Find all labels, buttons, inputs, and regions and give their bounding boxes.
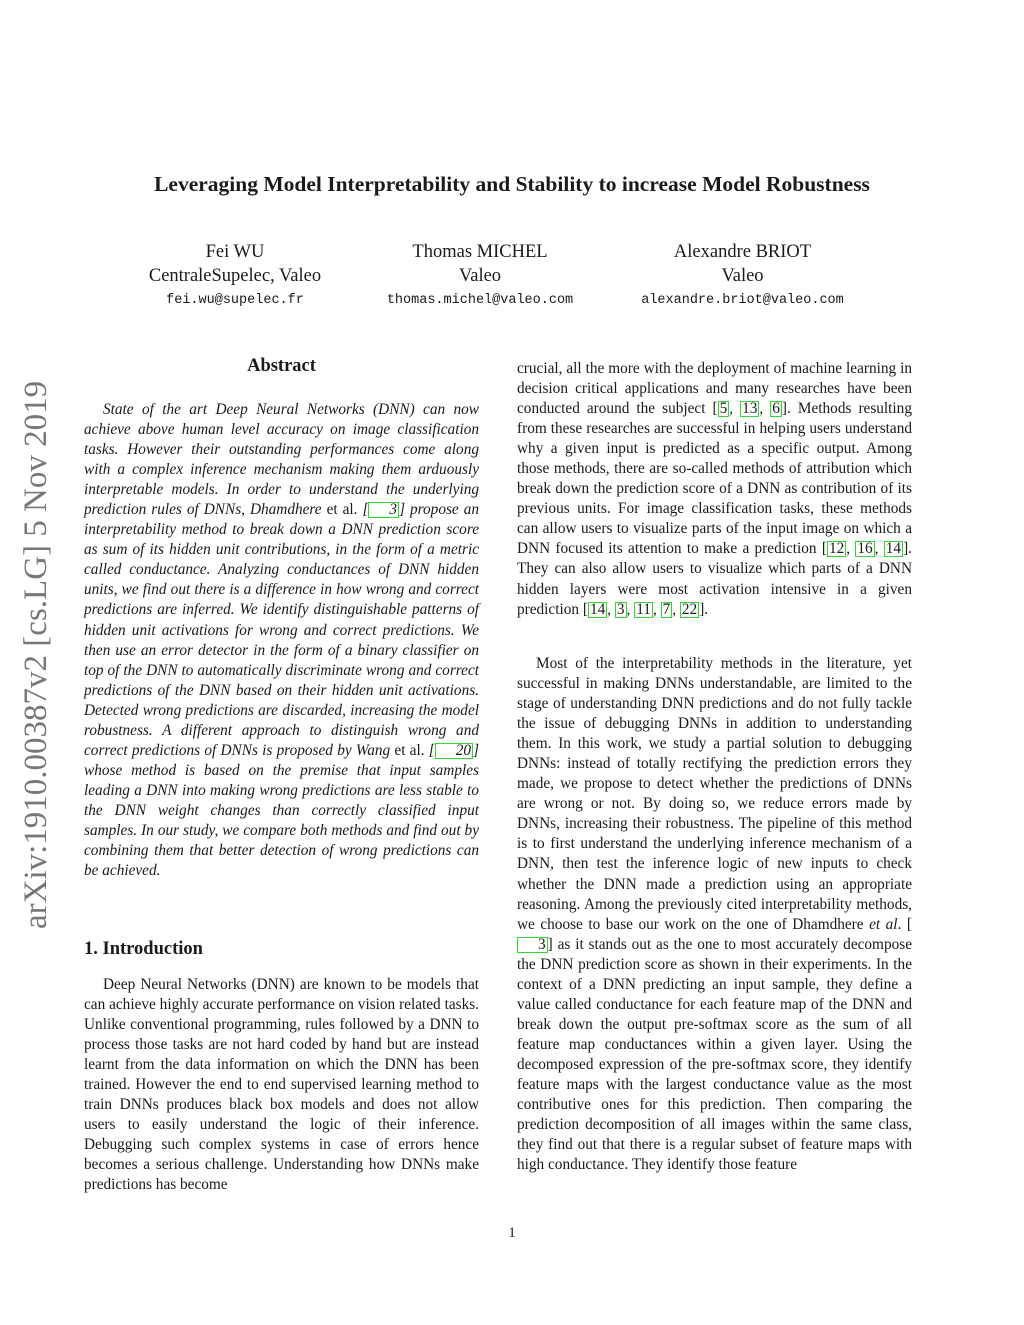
author-name: Thomas MICHEL xyxy=(412,242,548,262)
page-number: 1 xyxy=(508,1225,516,1241)
body-text: . [ xyxy=(897,915,912,933)
arxiv-stamp: arXiv:1910.00387v2 [cs.LG] 5 Nov 2019 xyxy=(18,380,54,929)
citation-link[interactable]: 7 xyxy=(662,600,671,618)
author-3 xyxy=(620,240,865,314)
abstract-text: State of the art Deep Neural Networks (DNN) can now achieve above human level accuracy on image classification tasks. However their outstanding performances come along with a complex inference mechanism making them arduously interpretable models. In order to understand the underlying prediction rules of DNNs, Dhamdhere xyxy=(84,401,479,519)
et-al: et al. xyxy=(394,741,425,759)
right-column-paragraph-1 xyxy=(517,359,912,620)
body-text: Most of the interpretability methods in the literature, yet successful in making DNNs understandable, are limited to the stage of understanding DNN predictions and do not fully tackle the issue of debugging DNNs in addition to understanding them. In this work, we study a partial solution to debugging DNNs: instead of totally rectifying the prediction errors they made, we propose to detect whether the predictions of DNNs are wrong or not. By doing so, we reduce errors made by DNNs, increasing their robustness. The pipeline of this method is to first understand the underlying inference mechanism of a DNN, then test the inference logic of new inputs to check whether the DNN made a prediction using an appropriate reasoning. Among the previously cited interpretability methods, we choose to base our work on the one of Dhamdhere xyxy=(517,655,912,933)
author-email: thomas.michel@valeo.com xyxy=(386,293,574,308)
citation-link[interactable]: 22 xyxy=(681,600,698,618)
abstract-text: whose method is based on the premise that input samples leading a DNN into making wrong predictions are less stable to the DNN weight changes than correctly classified input samples. In our study, we compare both methods and find out by combining them that better detection of wrong predictions can be achieved. xyxy=(84,761,479,880)
citation-link[interactable]: 3 xyxy=(517,937,548,953)
citation-link[interactable]: 14 xyxy=(589,600,606,618)
author-2 xyxy=(360,240,600,314)
citation-link[interactable]: 3 xyxy=(368,502,399,518)
right-column-paragraph-2 xyxy=(517,654,912,1175)
author-name: Fei WU xyxy=(205,242,265,262)
citation-link[interactable]: 14 xyxy=(885,540,902,558)
abstract-heading: Abstract xyxy=(247,356,316,376)
citation-link[interactable]: 11 xyxy=(636,600,651,618)
body-paragraph: crucial, all the more with the deployment of machine learning in decision critical applications and many researches have been conducted around the subject [ 5 , 13 , 6 ]. Methods resulting from these researches are successful in helping users understand why a given input is predicted as a specific output. Among those methods, there are so-called methods of attribution which break down the prediction score of a DNN as contribution of its previous units. For image classification tasks, these methods can allow users to visualize parts of the input image on which a DNN focused its attention to make a prediction [ 12 , 16 , 14 ]. They can also allow users to visualize which parts of a DNN hidden layers were most activation intensive in a given prediction [ 14 , 3 , 11 , 7 , 22 ]. xyxy=(517,360,912,618)
section-heading-introduction: 1. Introduction xyxy=(84,939,203,959)
citation-link[interactable]: 6 xyxy=(772,400,780,418)
author-affiliation: CentraleSupelec, Valeo xyxy=(148,266,322,286)
body-text: ]. They can also allow users to visualize which parts of a DNN hidden layers were most activation intensive in a given prediction [ xyxy=(517,540,912,618)
paper-title: Leveraging Model Interpretability and Stability to increase Model Robustness xyxy=(154,172,870,196)
author-email: alexandre.briot@valeo.com xyxy=(641,293,844,308)
abstract-paragraph: State of the art Deep Neural Networks (DNN) can now achieve above human level accuracy on image classification tasks. However their outstanding performances come along with a complex inference mechanism making them arduously interpretable models. In order to understand the underlying prediction rules of DNNs, Dhamdhere et al. [ 3 ] propose an interpretability method to break down a DNN prediction score as sum of its hidden unit contributions, in the form of a metric called conductance. Analyzing conductances of DNN hidden units, we find out there is a difference in how wrong and correct predictions are inferred. We identify distinguishable patterns of hidden unit activations for wrong and correct predictions. We then use an error detector in the form of a binary classifier on top of the DNN to automatically discriminate wrong and correct predictions of the DNN based on their hidden unit activations. Detected wrong predictions are discarded, increasing the model robustness. A different approach to distinguish wrong and correct predictions of DNNs is proposed by Wang et al. [ 20 ] whose method is based on the premise that input samples leading a DNN into making wrong predictions are less stable to the DNN weight changes than correctly classified input samples. In our study, we compare both methods and find out by combining them that better detection of wrong predictions can be achieved. xyxy=(84,401,480,880)
author-name: Alexandre BRIOT xyxy=(673,242,812,262)
citation-link[interactable]: 16 xyxy=(857,540,873,558)
introduction-body xyxy=(84,975,479,1196)
citation-link[interactable]: 13 xyxy=(742,400,758,418)
citation-link[interactable]: 3 xyxy=(616,600,625,618)
body-text: ]. xyxy=(699,600,709,618)
author-affiliation: Valeo xyxy=(458,266,502,286)
et-al: et al. xyxy=(326,501,358,519)
author-affiliation: Valeo xyxy=(721,266,764,286)
abstract-text: propose an interpretability method to break down a DNN prediction score as sum of its hidden unit contributions, in the form of a metric called conductance. Analyzing conductances of DNN hidden units, we find out there is a difference in how wrong and correct predictions are inferred. We identify distinguishable patterns of hidden unit activations for wrong and correct predictions. We then use an error detector in the form of a binary classifier on top of the DNN to automatically discriminate wrong and correct predictions of the DNN based on their hidden unit activations. Detected wrong predictions are discarded, increasing the model robustness. A different approach to distinguish wrong and correct predictions of DNNs is proposed by Wang xyxy=(84,501,479,759)
body-paragraph xyxy=(517,654,912,1175)
abstract-body xyxy=(84,400,479,881)
et-al: et al xyxy=(869,915,898,933)
citation-link[interactable]: 20 xyxy=(435,743,473,759)
body-text: ]. Methods resulting from these researches are successful in helping users understand why a given input is predicted as a specific output. Among those methods, there are so-called methods of attribution which break down the prediction score of a DNN as contribution of its previous units. For image classification tasks, these methods can allow users to visualize parts of the input image on which a DNN focused its attention to make a prediction [ xyxy=(517,400,912,558)
citation-link[interactable]: 12 xyxy=(828,540,845,558)
author-email: fei.wu@supelec.fr xyxy=(166,293,304,308)
citation-link[interactable]: 5 xyxy=(719,400,728,418)
body-text: crucial, all the more with the deployment of machine learning in decision critical applications and many researches have been conducted around the subject [ xyxy=(517,360,912,418)
author-1 xyxy=(120,240,350,314)
body-text: ] as it stands out as the one to most accurately decompose the DNN prediction score as shown in their experiments. In the context of a DNN predicting an input sample, they define a value called conductance for each feature map of the DNN and break down the output pre-softmax score as the sum of all feature map conductances within a given layer. Using the decomposed expression of the pre-softmax score, they identify feature maps with the largest conductance value as the most contributive ones for this prediction. Then comparing the prediction decomposition of all images within the same class, they find out that there is a regular subset of feature maps with high conductance. They identify those feature xyxy=(517,935,912,1174)
intro-paragraph: Deep Neural Networks (DNN) are known to be models that can achieve highly accurate performance on vision related tasks. Unlike conventional programming, rules followed by a DNN to process those tasks are not hard coded by hand but are instead learnt from the data information on which the DNN has been trained. However the end to end supervised learning method to train DNNs produces black box models and does not allow users to easily understand the logic of their inference. Debugging such complex systems in case of errors hence becomes a serious challenge. Understanding how DNNs make predictions has become xyxy=(84,976,479,1194)
